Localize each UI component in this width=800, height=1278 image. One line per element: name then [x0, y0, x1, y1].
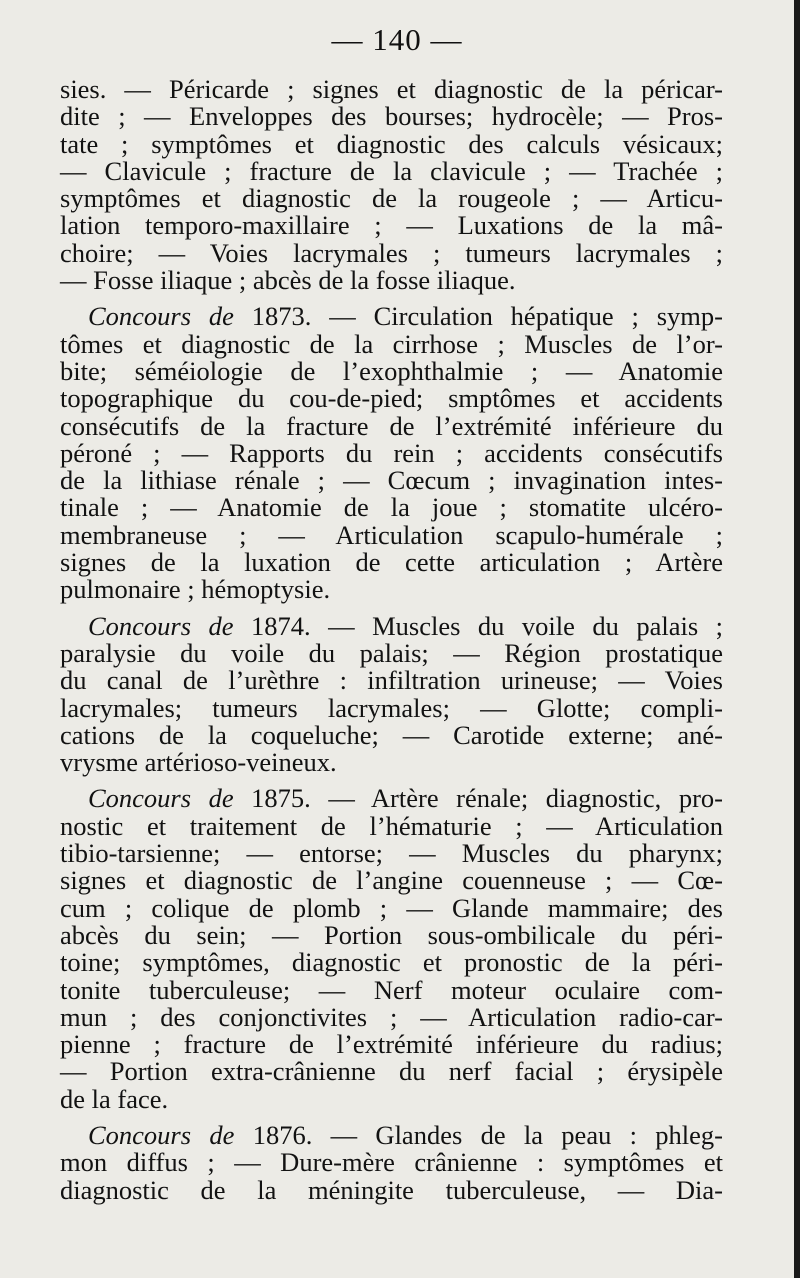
text-line: du canal de l’urèthre : infiltration urineuse; — Voies	[60, 665, 723, 696]
text-line: tonite tuberculeuse; — Nerf moteur oculaire com-	[60, 974, 723, 1005]
text-line: membraneuse ; — Articulation scapulo-humérale ;	[60, 519, 723, 550]
page-body	[60, 76, 723, 1204]
text-line: dite ; — Enveloppes des bourses; hydrocèle; — Pros-	[60, 101, 723, 132]
text-line: cations de la coqueluche; — Carotide externe; ané-	[60, 719, 723, 750]
text-line: cum ; colique de plomb ; — Glande mammaire; des	[60, 892, 723, 923]
text-line: topographique du cou-de-pied; smptômes et accidents	[60, 383, 723, 414]
text-line: — Fosse iliaque ; abcès de la fosse iliaque.	[60, 265, 516, 296]
text-line: mon diffus ; — Dure-mère crânienne : symptômes et	[60, 1147, 723, 1178]
concours-label: Concours de	[88, 783, 234, 814]
paragraph-first-line	[60, 785, 723, 812]
text-line: — Clavicule ; fracture de la clavicule ; — Trachée ;	[60, 155, 723, 186]
text-line: nostic et traitement de l’hématurie ; — Articulation	[60, 810, 723, 841]
paragraph-concours-1874	[60, 610, 723, 778]
text-line: pulmonaire ; hémoptysie.	[60, 574, 331, 605]
text-fragment: 1875. — Artère rénale; diagnostic, pro-	[233, 783, 724, 814]
text-line: bite; séméiologie de l’exophthalmie ; — Anatomie	[60, 355, 723, 386]
text-line: tinale ; — Anatomie de la joue ; stomatite ulcéro-	[60, 492, 723, 523]
text-fragment: 1876. — Glandes de la peau : phleg-	[234, 1119, 724, 1150]
text-line: consécutifs de la fracture de l’extrémité inférieure du	[60, 410, 723, 441]
text-line: signes de la luxation de cette articulation ; Artère	[60, 547, 723, 578]
text-line: choire; — Voies lacrymales ; tumeurs lacrymales ;	[60, 237, 723, 268]
text-line: lation temporo-maxillaire ; — Luxations de la mâ-	[60, 210, 723, 241]
text-line: lacrymales; tumeurs lacrymales; — Glotte; compli-	[60, 692, 723, 723]
text-line: — Portion extra-crânienne du nerf facial ; érysipèle	[60, 1056, 723, 1087]
paragraph-continuation	[60, 76, 723, 294]
text-line: de la face.	[60, 1083, 169, 1114]
text-line: toine; symptômes, diagnostic et pronostic de la péri-	[60, 947, 723, 978]
paragraph-concours-1873	[60, 303, 723, 603]
concours-label: Concours de	[88, 610, 234, 641]
text-line: vrysme artérioso-veineux.	[60, 747, 337, 778]
text-line: pienne ; fracture de l’extrémité inférieure du radius;	[60, 1029, 723, 1060]
text-line: diagnostic de la méningite tuberculeuse, — Dia-	[60, 1174, 723, 1205]
text-line: tate ; symptômes et diagnostic des calculs vésicaux;	[60, 128, 723, 159]
text-line: paralysie du voile du palais; — Région prostatique	[60, 637, 723, 668]
paragraph-concours-1875	[60, 785, 723, 1113]
paragraph-first-line	[60, 1119, 724, 1150]
text-line: tibio-tarsienne; — entorse; — Muscles du pharynx;	[60, 838, 723, 869]
text-line: sies. — Péricarde ; signes et diagnostic de la péricar-	[60, 74, 723, 104]
text-line: abcès du sein; — Portion sous-ombilicale du péri-	[60, 919, 723, 950]
concours-label: Concours de	[88, 301, 234, 332]
text-line: signes et diagnostic de l’angine couenneuse ; — Cœ-	[60, 865, 723, 896]
concours-label: Concours de	[88, 1119, 235, 1150]
page-number: — 140 —	[331, 22, 463, 57]
paragraph-concours-1876	[60, 1119, 724, 1205]
text-line: tômes et diagnostic de la cirrhose ; Muscles de l’or-	[60, 328, 723, 359]
paragraph-first-line	[60, 610, 723, 641]
paragraph-first-line	[60, 303, 723, 330]
text-line: symptômes et diagnostic de la rougeole ; — Articu-	[60, 183, 723, 214]
text-fragment: 1874. — Muscles du voile du palais ;	[233, 610, 723, 641]
text-line: péroné ; — Rapports du rein ; accidents consécutifs	[60, 437, 723, 468]
text-fragment: 1873. — Circulation hépatique ; symp-	[233, 301, 723, 332]
text-line: de la lithiase rénale ; — Cœcum ; invagination intes-	[60, 465, 723, 496]
text-line: mun ; des conjonctivites ; — Articulation radio-car-	[60, 1001, 723, 1032]
